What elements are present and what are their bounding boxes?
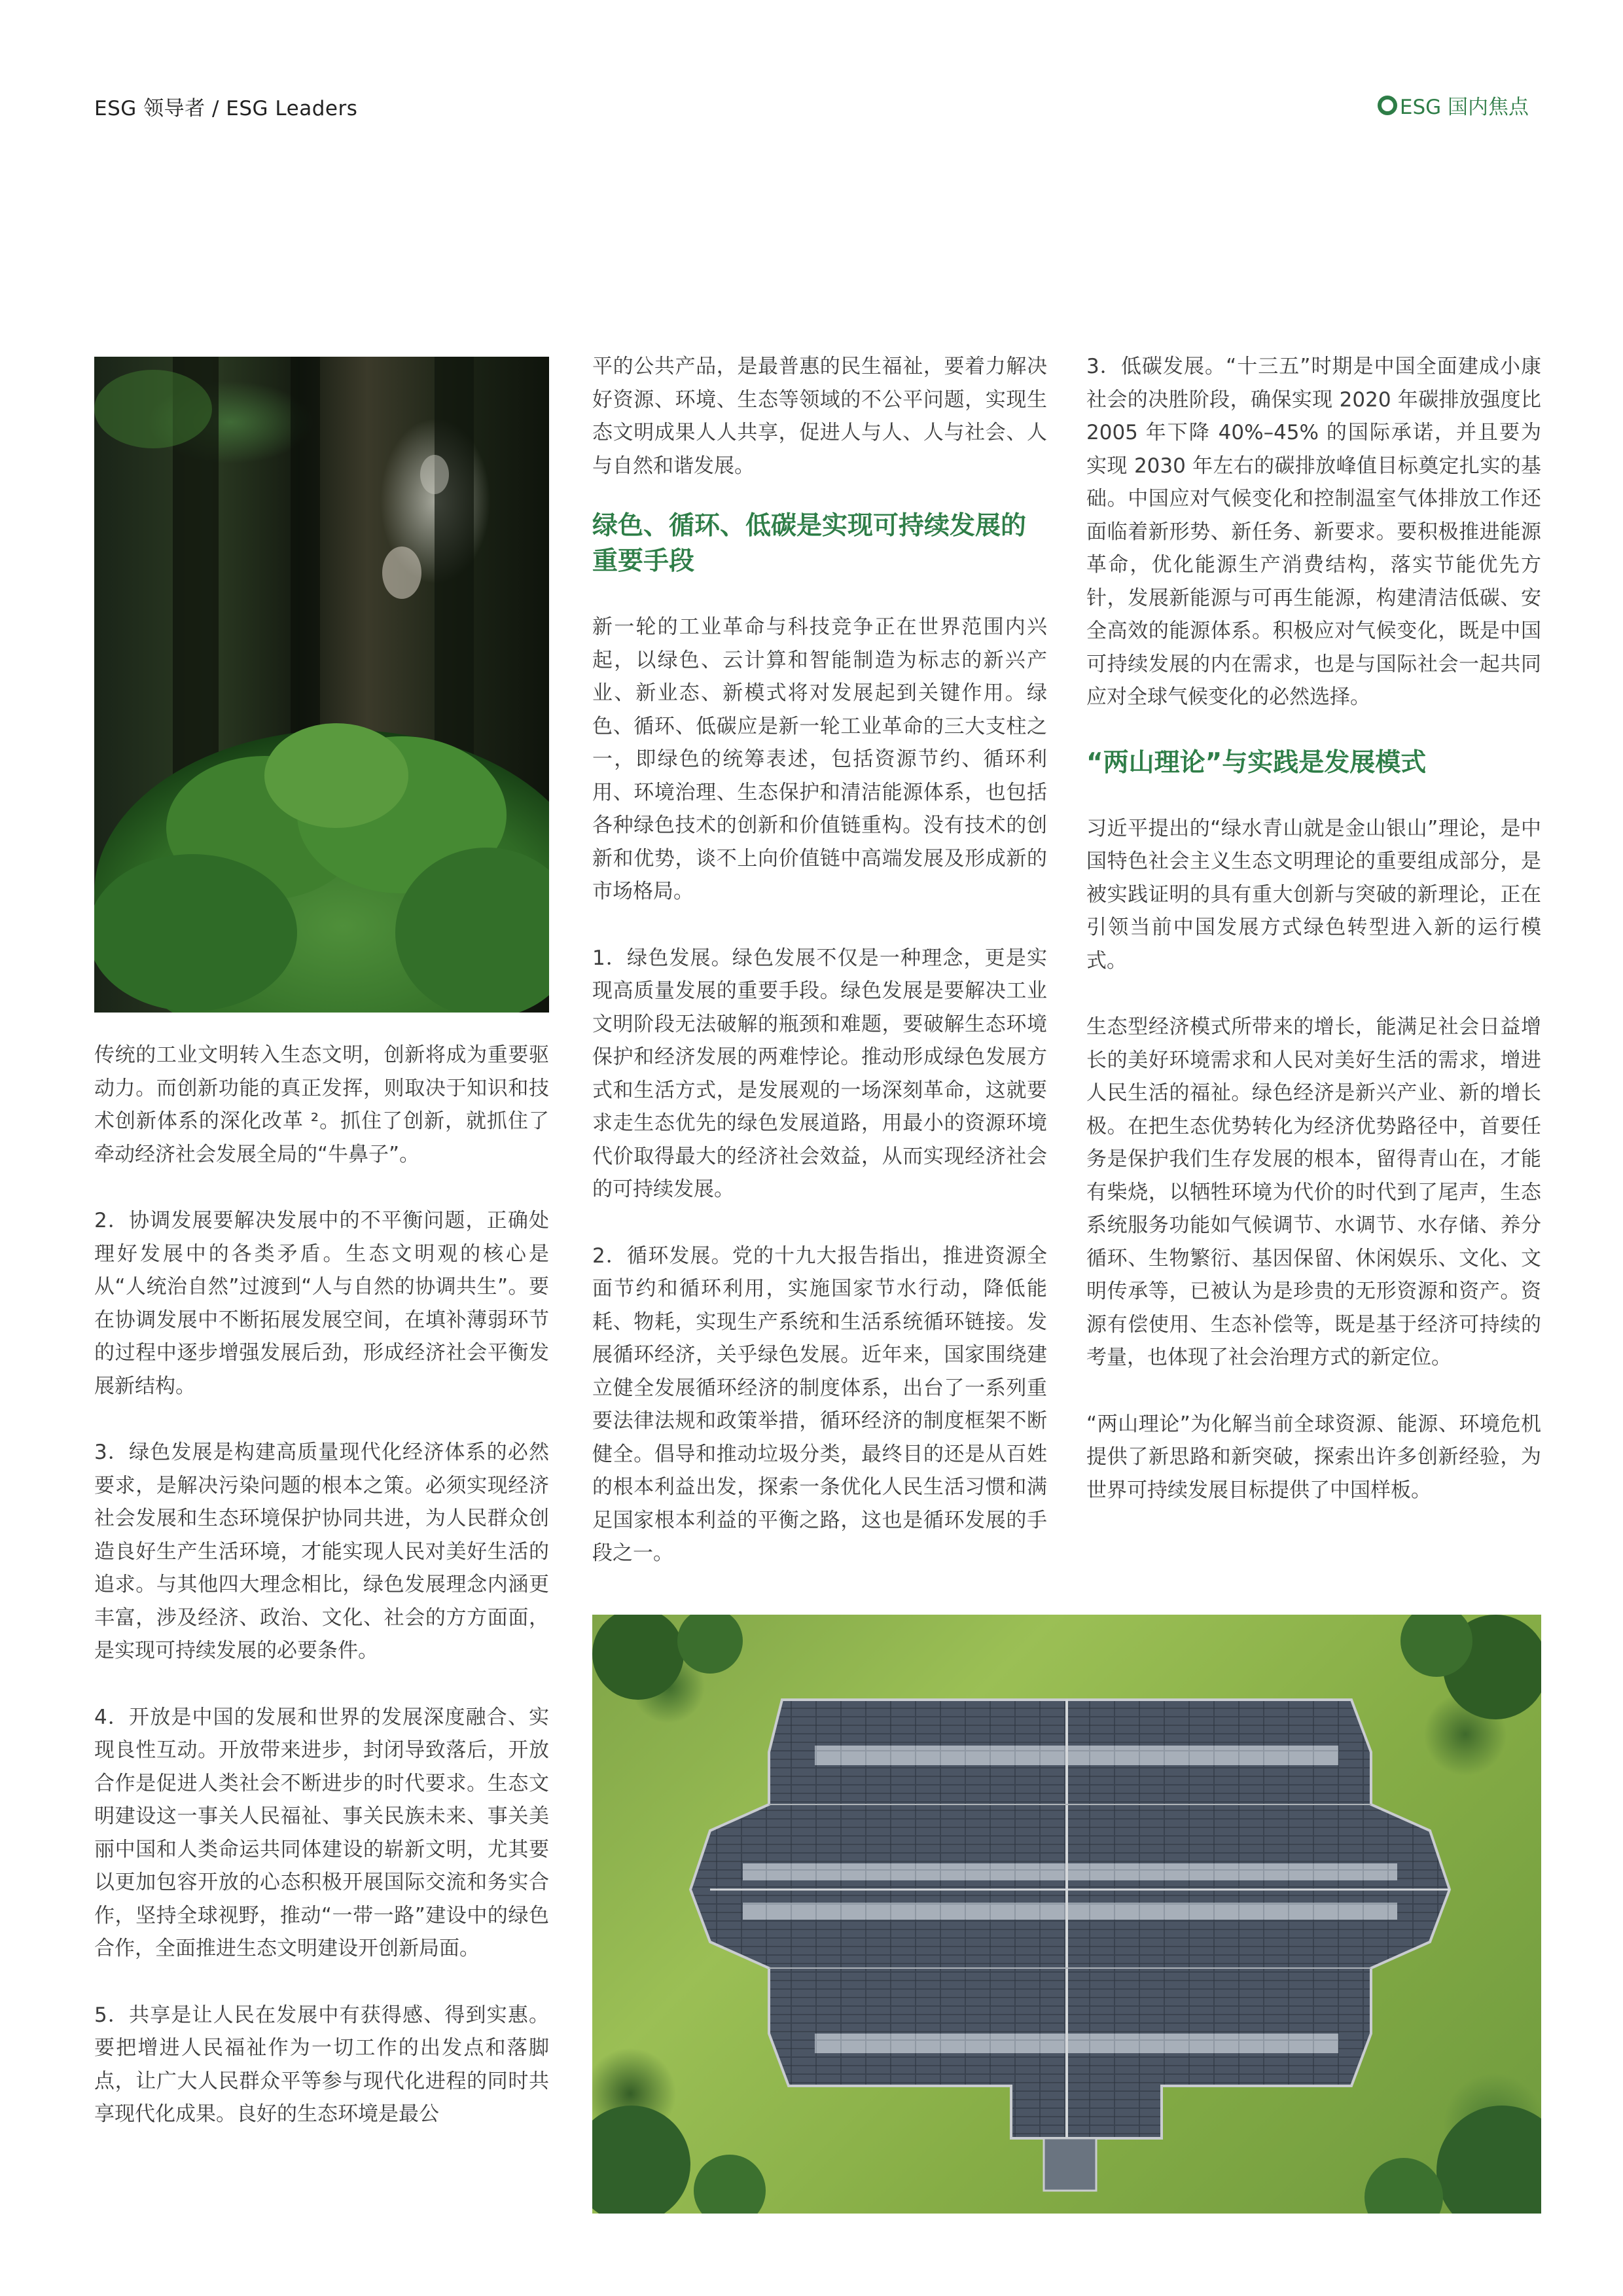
circle-icon — [1378, 96, 1397, 115]
text-column-2 — [592, 350, 1047, 1604]
forest-photo — [94, 357, 549, 1013]
paragraph: 2．循环发展。党的十九大报告指出，推进资源全面节约和循环利用，实施国家节水行动，降低能耗、物耗，实现生产系统和生活系统循环链接。发展循环经济，关乎绿色发展。近年来，国家围绕建立健全发展循环经济的制度体系，出台了一系列重要法律法规和政策举措，循环经济的制度框架不断健全。倡导和推动垃圾分类，最终目的还是从百姓的根本利益出发，探索一条优化人民生活习惯和满足国家根本利益的平衡之路，这也是循环发展的手段之一。 — [592, 1244, 1047, 1565]
text-column-1 — [94, 1039, 549, 2164]
solar-roof-illustration — [592, 1615, 1541, 2214]
paragraph: 2．协调发展要解决发展中的不平衡问题，正确处理好发展中的各类矛盾。生态文明观的核心是从“人统治自然”过渡到“人与自然的协调共生”。要在协调发展中不断拓展发展空间，在填补薄弱环节的过程中逐步增强发展后劲，形成经济社会平衡发展新结构。 — [94, 1209, 549, 1398]
paragraph: 传统的工业文明转入生态文明，创新将成为重要驱动力。而创新功能的真正发挥，则取决于知识和技术创新体系的深化改革 ²。抓住了创新，就抓住了牵动经济社会发展全局的“牛鼻子”。 — [94, 1043, 549, 1166]
paragraph: 1．绿色发展。绿色发展不仅是一种理念，更是实现高质量发展的重要手段。绿色发展是要解决工业文明阶段无法破解的瓶颈和难题，要破解生态环境保护和经济发展的两难悖论。推动形成绿色发展方式和生活方式，是发展观的一场深刻革命，这就要求走生态优先的绿色发展道路，用最小的资源环境代价取得最大的经济社会效益，从而实现经济社会的可持续发展。 — [592, 946, 1047, 1201]
text-column-3 — [1086, 350, 1541, 1540]
paragraph: 3．低碳发展。“十三五”时期是中国全面建成小康社会的决胜阶段，确保实现 2020 年碳排放强度比 2005 年下降 40%–45% 的国际承诺，并且要为实现 2030 年左右的碳排放峰值目标奠定扎实的基础。中国应对气候变化和控制温室气体排放工作还面临着新形势、新任务、新要求。要积极推进能源革命，优化能源生产消费结构，落实节能优先方针，发展新能源与可再生能源，构建清洁低碳、安全高效的能源体系。积极应对气候变化，既是中国可持续发展的内在需求，也是与国际社会一起共同应对全球气候变化的必然选择。 — [1086, 355, 1541, 709]
paragraph: 3．绿色发展是构建高质量现代化经济体系的必然要求，是解决污染问题的根本之策。必须实现经济社会发展和生态环境保护协同共进，为人民群众创造良好生产生活环境，才能实现人民对美好生活的追求。与其他四大理念相比，绿色发展理念内涵更丰富，涉及经济、政治、文化、社会的方方面面，是实现可持续发展的必要条件。 — [94, 1441, 549, 1662]
solar-greenhouse-photo — [592, 1615, 1541, 2214]
section-heading: “两山理论”与实践是发展模式 — [1086, 747, 1427, 778]
paragraph: “两山理论”为化解当前全球资源、能源、环境危机提供了新思路和新突破，探索出许多创新经验，为世界可持续发展目标提供了中国样板。 — [1086, 1412, 1541, 1502]
paragraph: 新一轮的工业革命与科技竞争正在世界范围内兴起，以绿色、云计算和智能制造为标志的新兴产业、新业态、新模式将对发展起到关键作用。绿色、循环、低碳应是新一轮工业革命的三大支柱之一，即绿色的统筹表述，包括资源节约、循环利用、环境治理、生态保护和清洁能源体系，也包括各种绿色技术的创新和价值链重构。没有技术的创新和优势，谈不上向价值链中高端发展及形成新的市场格局。 — [592, 615, 1047, 903]
forest-illustration — [94, 357, 549, 1013]
paragraph: 习近平提出的“绿水青山就是金山银山”理论，是中国特色社会主义生态文明理论的重要组成部分，是被实践证明的具有重大创新与突破的新理论，正在引领当前中国发展方式绿色转型进入新的运行模式。 — [1086, 816, 1541, 973]
paragraph: 4．开放是中国的发展和世界的发展深度融合、实现良性互动。开放带来进步，封闭导致落后，开放合作是促进人类社会不断进步的时代要求。生态文明建设这一事关人民福祉、事关民族未来、事关美丽中国和人类命运共同体建设的崭新文明，尤其要以更加包容开放的心态积极开展国际交流和务实合作，坚持全球视野，推动“一带一路”建设中的绿色合作，全面推进生态文明建设开创新局面。 — [94, 1705, 549, 1960]
section-tag-label: ESG 国内焦点 — [1399, 96, 1529, 119]
paragraph: 生态型经济模式所带来的增长，能满足社会日益增长的美好环境需求和人民对美好生活的需求，增进人民生活的福祉。绿色经济是新兴产业、新的增长极。在把生态优势转化为经济优势路径中，首要任务是保护我们生存发展的根本，留得青山在，才能有柴烧，以牺牲环境为代价的时代到了尾声，生态系统服务功能如气候调节、水调节、水存储、养分循环、生物繁衍、基因保留、休闲娱乐、文化、文明传承等，已被认为是珍贵的无形资源和资产。资源有偿使用、生态补偿等，既是基于经济可持续的考量，也体现了社会治理方式的新定位。 — [1086, 1015, 1541, 1369]
magazine-section-label: ESG 领导者 / ESG Leaders — [94, 97, 358, 120]
paragraph: 平的公共产品，是最普惠的民生福祉，要着力解决好资源、环境、生态等领域的不公平问题，实现生态文明成果人人共享，促进人与人、人与社会、人与自然和谐发展。 — [592, 355, 1047, 478]
paragraph: 5．共享是让人民在发展中有获得感、得到实惠。要把增进人民福祉作为一切工作的出发点和落脚点，让广大人民群众平等参与现代化进程的同时共享现代化成果。良好的生态环境是最公 — [94, 2003, 549, 2126]
section-heading: 绿色、循环、低碳是实现可持续发展的重要手段 — [592, 511, 1027, 576]
section-tag — [1378, 90, 1529, 120]
